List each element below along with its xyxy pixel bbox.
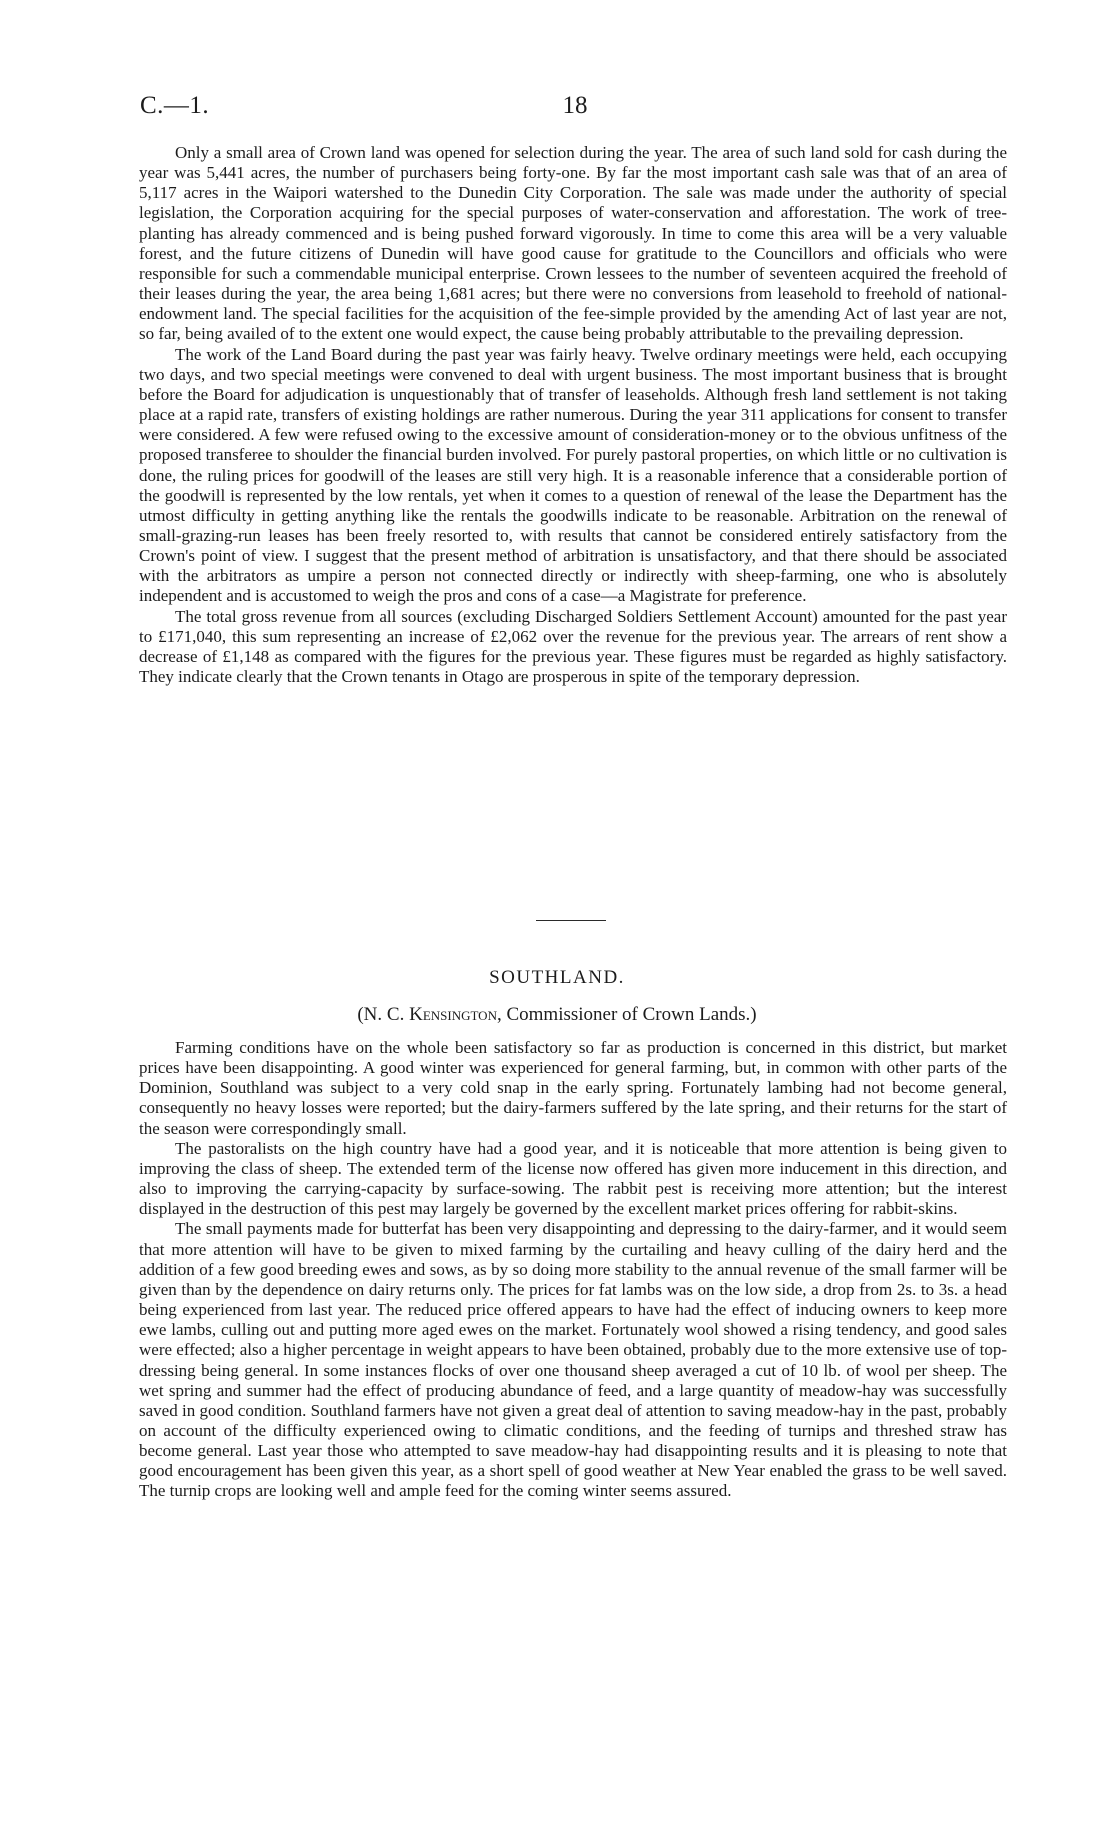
page-number: 18 [562,92,588,119]
parliamentary-paper-reference: C.—1. [140,92,210,119]
otago-report-text [139,143,1007,687]
paragraph-gross-revenue: The total gross revenue from all sources (excluding Discharged Soldiers Settlement Account) amounted for the past year to £171,040, this sum representing an increase of £2,062 over the revenue for the previous year. The arrears of rent show a decrease of £1,148 as compared with the figures for the previous year. These figures must be regarded as highly satisfactory. They indicate clearly that the Crown tenants in Otago are prosperous in spite of the temporary depression. [139,606,1007,687]
commissioner-prefix: (N. C. [357,1004,410,1025]
commissioner-attribution [0,1004,1114,1026]
section-heading-southland: SOUTHLAND. [489,967,625,988]
paragraph-crown-land-sales: Only a small area of Crown land was opened for selection during the year. The area of such land sold for cash during the year was 5,441 acres, the number of purchasers being forty-one. By far the most important cash sale was that of an area of 5,117 acres in the Waipori watershed to the Dunedin City Corporation. The sale was made under the authority of special legislation, the Corporation acquiring for the special purposes of water-conservation and afforestation. The work of tree-planting has already commenced and is being pushed forward vigorously. In time to come this area will be a very valuable forest, and the future citizens of Dunedin will have good cause for gratitude to the Councillors and officials who were responsible for such a commendable municipal enterprise. Crown lessees to the number of seventeen acquired the freehold of their leases during the year, the area being 1,681 acres; but there were no conversions from leasehold to freehold of national-endowment land. The special facilities for the acquisition of the fee-simple provided by the amending Act of last year are not, so far, being availed of to the extent one would expect, the cause being probably attributable to the prevailing depression. [139,143,1007,344]
paragraph-pastoralists: The pastoralists on the high country have had a good year, and it is noticeable that more attention is being given to improving the class of sheep. The extended term of the license now offered has given more inducement in this direction, and also to improving the carrying-capacity by surface-sowing. The rabbit pest is receiving more attention; but the interest displayed in the destruction of this pest may largely be governed by the excellent market prices offering for rabbit-skins. [139,1138,1007,1219]
southland-report-text [139,1038,1007,1502]
commissioner-title: , Commissioner of Crown Lands.) [496,1004,757,1025]
paragraph-land-board-work: The work of the Land Board during the past year was fairly heavy. Twelve ordinary meetings were held, each occupying two days, and two special meetings were convened to deal with urgent business. The most important business that is brought before the Board for adjudication is unquestionably that of transfer of leaseholds. Although fresh land settlement is not taking place at a rapid rate, transfers of existing holdings are rather numerous. During the year 311 applications for consent to transfer were considered. A few were refused owing to the excessive amount of consideration-money or to the obvious unfitness of the proposed transferee to shoulder the financial burden involved. For purely pastoral properties, on which little or no cultivation is done, the ruling prices for goodwill of the leases are still very high. It is a reasonable inference that a considerable portion of the goodwill is represented by the low rentals, yet when it comes to a question of renewal of the lease the Department has the utmost difficulty in getting anything like the rentals the goodwills indicate to be reasonable. Arbitration on the renewal of small-grazing-run leases has been freely resorted to, with results that cannot be considered entirely satisfactory from the Crown's point of view. I suggest that the present method of arbitration is unsatisfactory, and that there should be associated with the arbitrators as umpire a person not connected directly or indirectly with sheep-farming, one who is absolutely independent and is accustomed to weigh the pros and cons of a case—a Magistrate for preference. [139,344,1007,606]
commissioner-surname: Kensington [409,1004,497,1025]
paragraph-dairy-and-wool: The small payments made for butterfat has been very disappointing and depressing to the dairy-farmer, and it would seem that more attention will have to be given to mixed farming by the curtailing and heavy culling of the dairy herd and the addition of a few good breeding ewes and sows, as by so doing more stability to the annual revenue of the small farmer will be given than by the dependence on dairy returns only. The prices for fat lambs was on the low side, a drop from 2s. to 3s. a head being experienced from last year. The reduced price offered appears to have had the effect of inducing owners to keep more ewe lambs, culling out and putting more aged ewes on the market. Fortunately wool showed a rising tendency, and good sales were effected; also a higher percentage in weight appears to have been obtained, probably due to the more extensive use of top-dressing being general. In some instances flocks of over one thousand sheep averaged a cut of 10 lb. of wool per sheep. The wet spring and summer had the effect of producing abundance of feed, and a large quantity of meadow-hay was successfully saved in good condition. Southland farmers have not given a great deal of attention to saving meadow-hay in the past, probably on account of the difficulty experienced owing to climatic conditions, and the feeding of turnips and threshed straw has become general. Last year those who attempted to save meadow-hay had disappointing results and it is pleasing to note that good encouragement has been given this year, as a short spell of good weather at New Year enabled the grass to be well saved. The turnip crops are looking well and ample feed for the coming winter seems assured. [139,1219,1007,1501]
paragraph-farming-conditions: Farming conditions have on the whole been satisfactory so far as production is concerned in this district, but market prices have been disappointing. A good winter was experienced for general farming, but, in common with other parts of the Dominion, Southland was subject to a very cold snap in the early spring. Fortunately lambing had not become general, consequently no heavy losses were reported; but the dairy-farmers suffered by the late spring, and their returns for the start of the season were correspondingly small. [139,1038,1007,1138]
section-divider [536,920,606,921]
